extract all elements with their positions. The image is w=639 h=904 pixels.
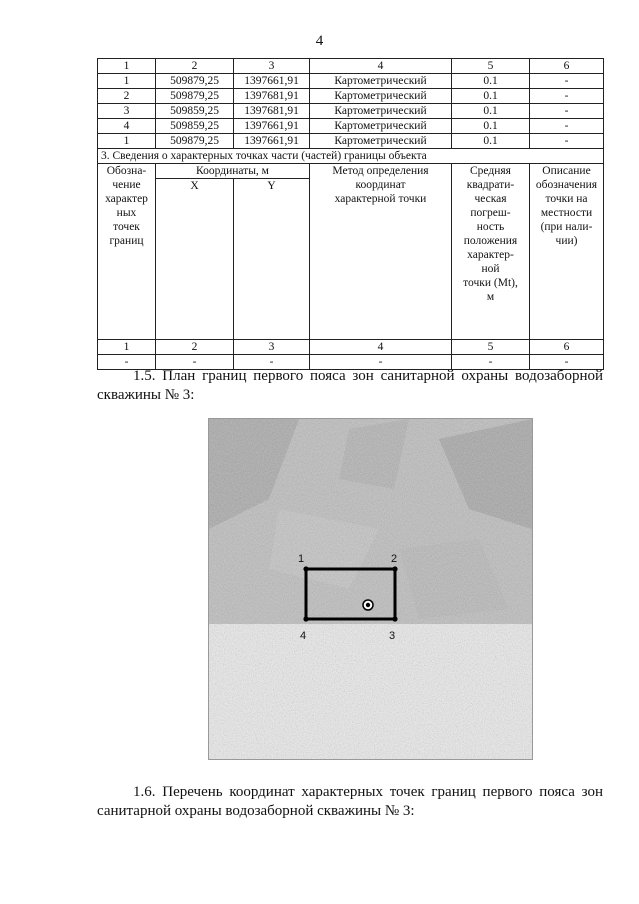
table-row	[98, 74, 604, 89]
header-cell: 3	[234, 59, 310, 74]
header-cell: 6	[530, 59, 604, 74]
table-cell: 1397681,91	[234, 89, 310, 104]
point-label-1: 1	[298, 553, 305, 565]
table-cell: -	[310, 355, 452, 370]
table-cell: 4	[98, 119, 156, 134]
table-cell: -	[530, 89, 604, 104]
table-cell: -	[530, 355, 604, 370]
table-row	[98, 134, 604, 149]
table-row	[98, 119, 604, 134]
table-cell: 2	[156, 340, 234, 355]
column-header-error: Средняя квадрати- ческая погреш- ность положения характер- ной точки (Mt), м	[452, 164, 530, 340]
table-cell: -	[452, 355, 530, 370]
boundary-point-marker	[303, 566, 308, 571]
table-cell: -	[156, 355, 234, 370]
table-cell: -	[530, 134, 604, 149]
paragraph-1-5-text: 1.5. План границ первого пояса зон санитарной охраны водозаборной скважины № 3:	[97, 368, 603, 403]
well-marker-center	[366, 603, 370, 607]
table-cell: -	[530, 74, 604, 89]
header-cell: 4	[310, 59, 452, 74]
column-header-point: Обозна- чение характер ных точек границ	[98, 164, 156, 340]
point-label-3: 3	[389, 630, 396, 642]
table-cell: 4	[310, 340, 452, 355]
paragraph-1-6	[97, 783, 603, 821]
table-cell: 5	[452, 340, 530, 355]
table-row	[98, 89, 604, 104]
coordinates-table	[97, 58, 604, 370]
table-cell: 1397681,91	[234, 104, 310, 119]
header-cell: 2	[156, 59, 234, 74]
boundary-point-marker	[303, 616, 308, 621]
section-header-row	[98, 164, 604, 179]
column-header-coordinates: Координаты, м	[156, 164, 310, 179]
map-speckles	[209, 634, 532, 759]
table-cell: 0.1	[452, 134, 530, 149]
header-cell: 5	[452, 59, 530, 74]
column-number-row	[98, 340, 604, 355]
section-title-row	[98, 149, 604, 164]
paragraph-1-5	[97, 367, 603, 405]
table-cell: Картометрический	[310, 134, 452, 149]
column-header-y: Y	[234, 179, 310, 340]
table-cell: 0.1	[452, 74, 530, 89]
table-cell: -	[530, 104, 604, 119]
boundary-plan-map	[208, 418, 533, 760]
column-header-description: Описание обозначения точки на местности (при нали- чии)	[530, 164, 604, 340]
table-cell: -	[98, 355, 156, 370]
paragraph-1-6-text: 1.6. Перечень координат характерных точек границ первого пояса зон санитарной охраны водозаборной скважины № 3:	[97, 784, 603, 819]
table-cell: 2	[98, 89, 156, 104]
boundary-point-marker	[392, 566, 397, 571]
table-cell: -	[234, 355, 310, 370]
table-cell: Картометрический	[310, 89, 452, 104]
column-header-method: Метод определения координат характерной точки	[310, 164, 452, 340]
table-cell: 0.1	[452, 89, 530, 104]
table-cell: 0.1	[452, 119, 530, 134]
table-cell: 6	[530, 340, 604, 355]
section-title: 3. Сведения о характерных точках части (частей) границы объекта	[98, 149, 604, 164]
table-cell: 1	[98, 74, 156, 89]
page-number: 4	[315, 33, 324, 49]
table-row	[98, 104, 604, 119]
plan-svg	[209, 419, 532, 759]
boundary-point-marker	[392, 616, 397, 621]
table-cell: Картометрический	[310, 104, 452, 119]
point-label-2: 2	[391, 553, 398, 565]
table-cell: 1397661,91	[234, 134, 310, 149]
table-cell: 0.1	[452, 104, 530, 119]
table-cell: 509859,25	[156, 104, 234, 119]
point-label-4: 4	[300, 630, 307, 642]
table-cell: 509879,25	[156, 74, 234, 89]
table-cell: 1397661,91	[234, 119, 310, 134]
column-header-x: X	[156, 179, 234, 340]
table-cell: 1	[98, 134, 156, 149]
table-cell: -	[530, 119, 604, 134]
table-cell: Картометрический	[310, 119, 452, 134]
table-cell: Картометрический	[310, 74, 452, 89]
table-cell: 3	[98, 104, 156, 119]
table-cell: 1	[98, 340, 156, 355]
table-cell: 3	[234, 340, 310, 355]
header-cell: 1	[98, 59, 156, 74]
table-cell: 1397661,91	[234, 74, 310, 89]
table-header-row	[98, 59, 604, 74]
table-cell: 509859,25	[156, 119, 234, 134]
table-cell: 509879,25	[156, 134, 234, 149]
table-cell: 509879,25	[156, 89, 234, 104]
